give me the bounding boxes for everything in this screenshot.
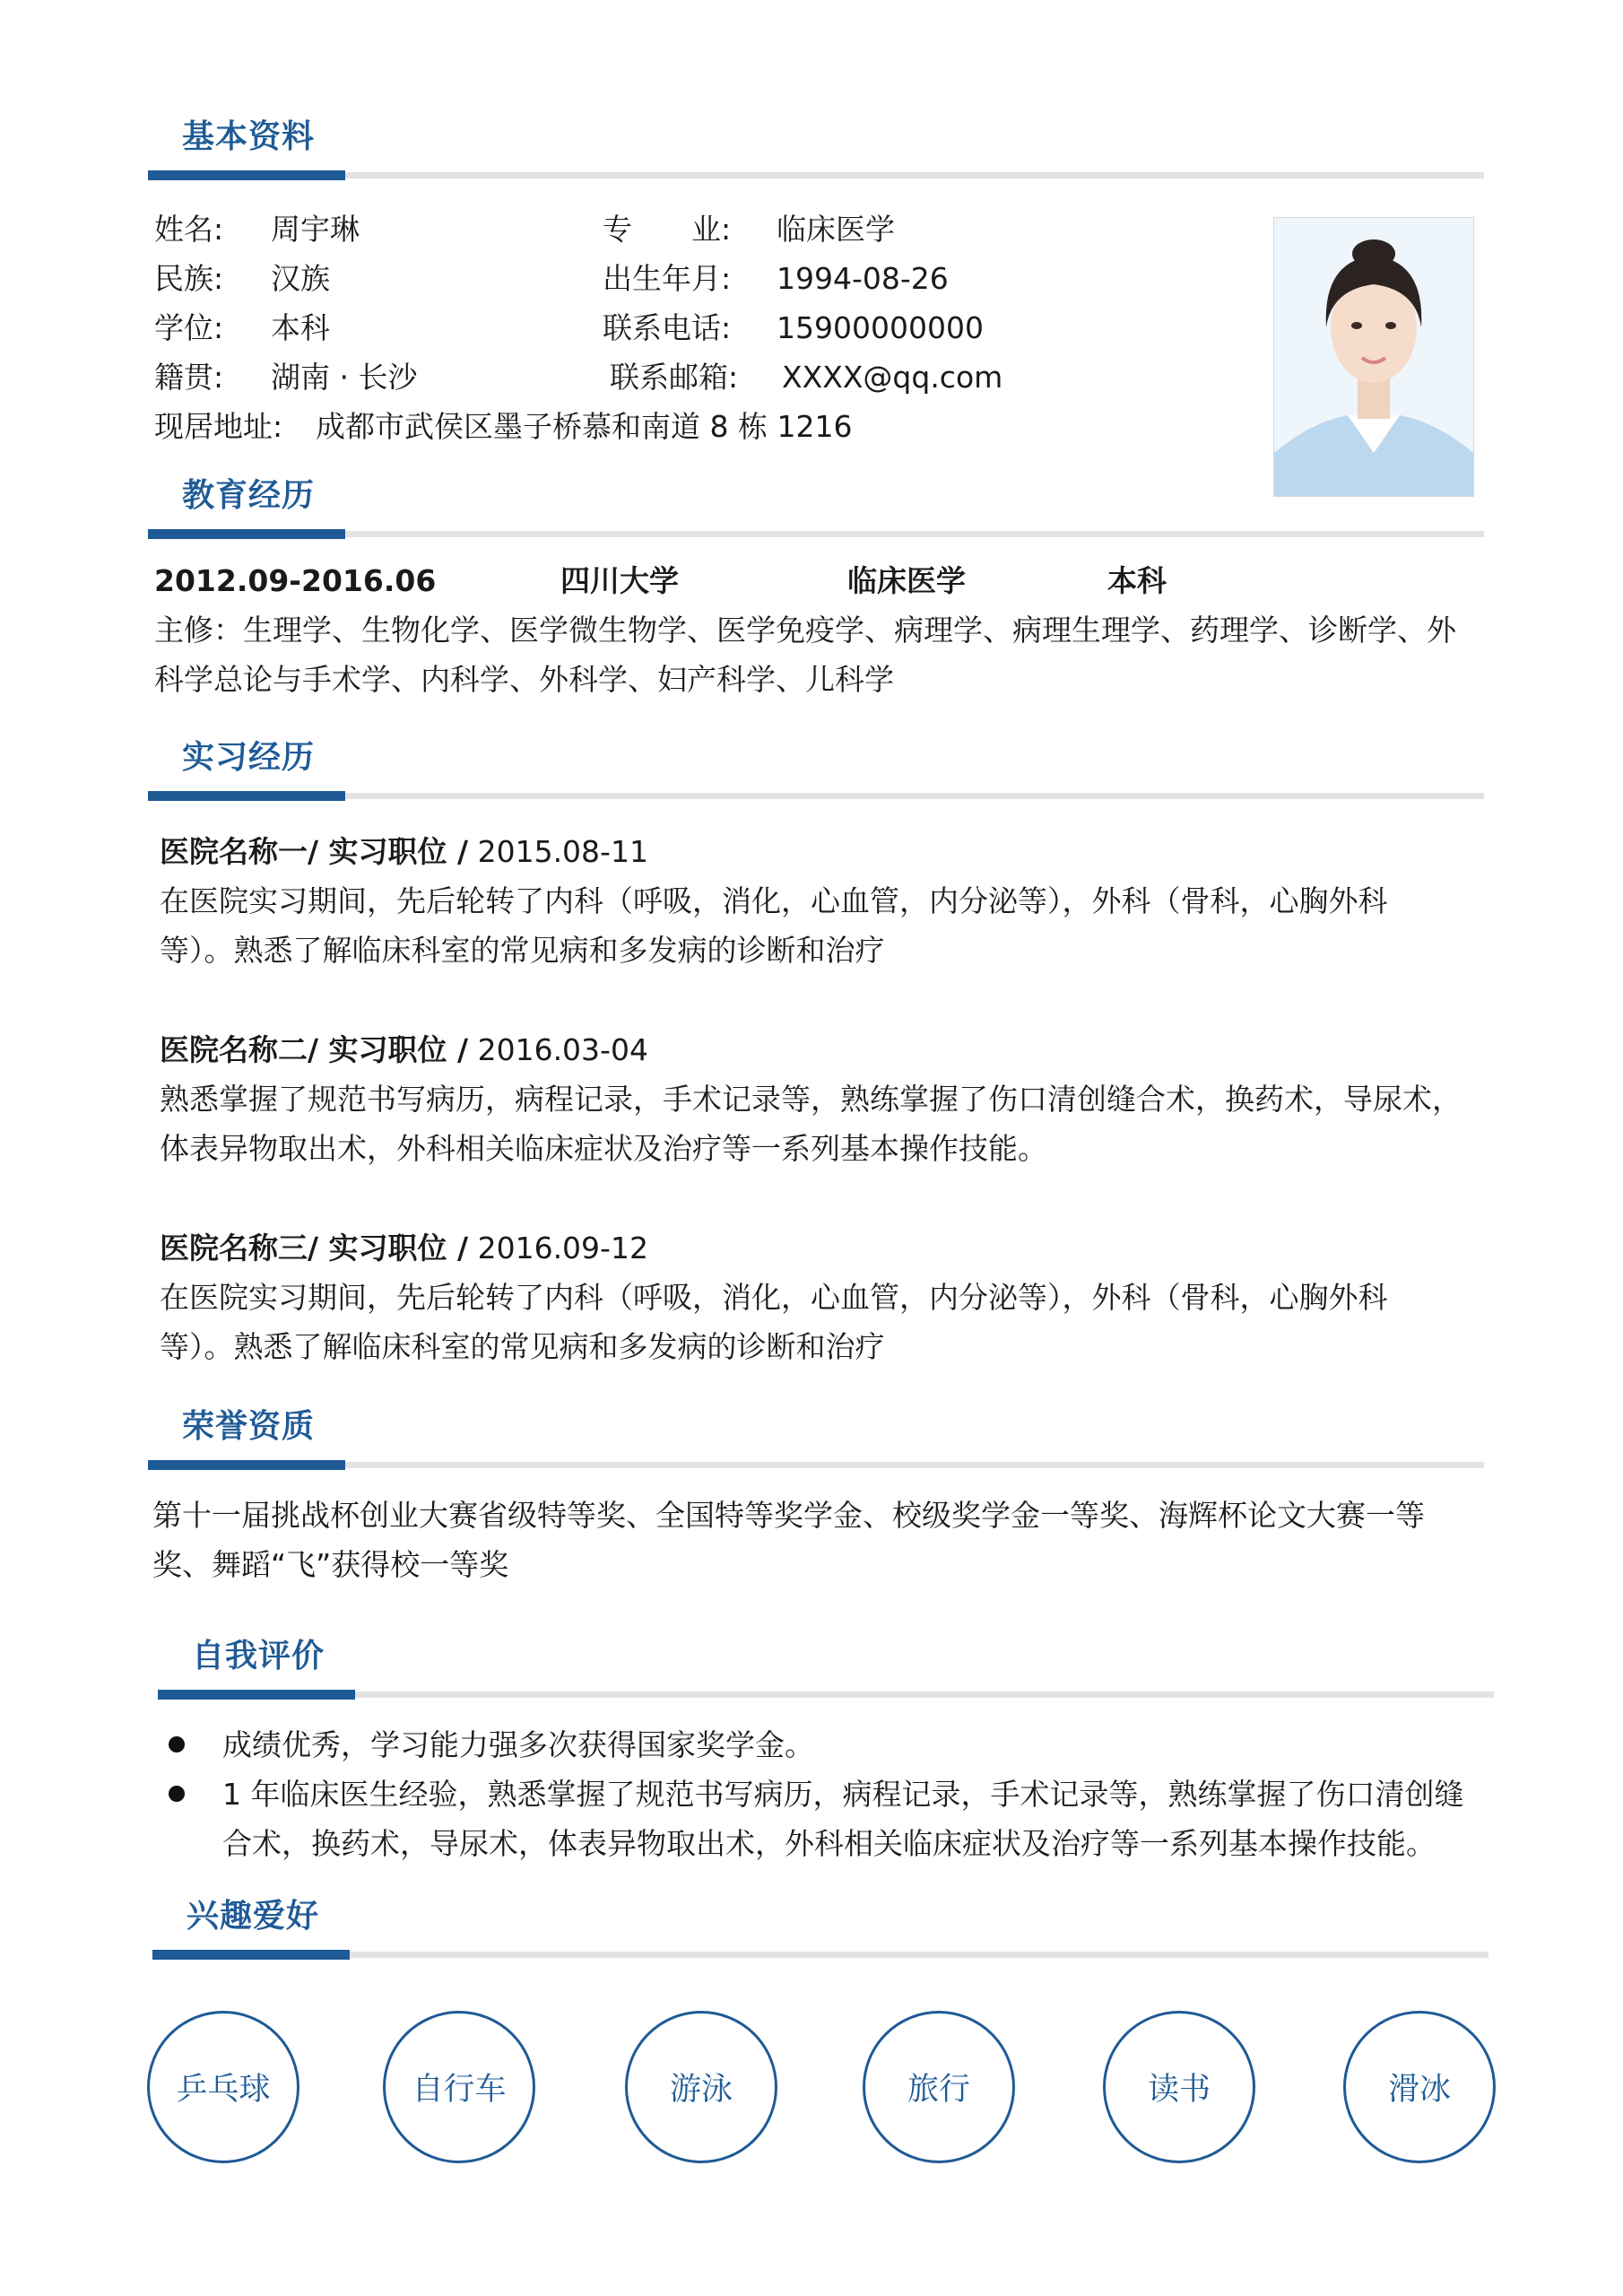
section-divider-accent [148,529,345,539]
education-major: 临床医学 [847,563,966,598]
phone-value: 15900000000 [777,310,984,345]
section-honors [148,1405,1484,1503]
education-courses-line1: 主修：生理学、生物化学、医学微生物学、医学免疫学、病理学、病理生理学、药理学、诊断学、外 [154,613,1456,648]
section-title: 自我评价 [192,1638,325,1674]
ethnic-value: 汉族 [271,261,330,296]
internship-desc-line2: 等）。熟悉了解临床科室的常见病和多发病的诊断和治疗 [160,933,885,968]
section-divider-accent [158,1690,355,1700]
internship-header [160,1223,648,1273]
section-divider-accent [148,1460,345,1470]
section-divider [152,1952,1488,1958]
internship-title: 医院名称一/ 实习职位 / [160,834,469,869]
major-label: 专 业: [603,212,732,247]
section-divider-accent [148,791,345,801]
internship-date: 2016.09-12 [468,1231,648,1265]
section-internship [148,735,1484,834]
hobby-reading: 读书 [1103,2011,1255,2163]
internship-date: 2016.03-04 [468,1032,648,1067]
address-label: 现居地址: [154,409,283,444]
hobby-skating: 滑冰 [1343,2011,1496,2163]
birth-label: 出生年月: [603,261,732,296]
portrait-icon [1274,218,1473,496]
internship-date: 2015.08-11 [468,834,648,869]
hobby-cycling: 自行车 [383,2011,535,2163]
hobby-travel: 旅行 [863,2011,1015,2163]
section-title: 兴趣爱好 [187,1898,320,1935]
section-title: 荣誉资质 [182,1408,316,1445]
honors-line1: 第十一届挑战杯创业大赛省级特等奖、全国特等奖学金、校级奖学金一等奖、海辉杯论文大赛一等 [152,1498,1425,1533]
internship-desc-line2: 体表异物取出术，外科相关临床症状及治疗等一系列基本操作技能。 [160,1131,1047,1166]
section-divider [158,1692,1494,1698]
hobby-pingpong: 乒乓球 [147,2011,299,2163]
name-label: 姓名: [154,212,224,247]
internship-desc-line1: 在医院实习期间，先后轮转了内科（呼吸，消化，心血管，内分泌等），外科（骨科，心胸外科 [160,883,1388,918]
hobby-swimming: 游泳 [625,2011,777,2163]
section-basic-info [148,115,1484,213]
honors-line2: 奖、舞蹈“飞”获得校一等奖 [152,1547,509,1582]
bullet-icon [169,1786,185,1802]
email-value: XXXX@qq.com [782,360,1003,395]
education-degree: 本科 [1107,563,1167,598]
section-hobbies [152,1894,1488,1993]
internship-desc-line1: 熟悉掌握了规范书写病历，病程记录，手术记录等，熟练掌握了伤口清创缝合术，换药术，导尿术， [160,1082,1462,1117]
section-title: 实习经历 [182,739,316,776]
section-divider [148,793,1484,799]
self-item-1: 成绩优秀，学习能力强多次获得国家奖学金。 [222,1727,814,1762]
major-value: 临床医学 [777,212,895,247]
self-item-2-line1: 1 年临床医生经验，熟悉掌握了规范书写病历，病程记录，手术记录等，熟练掌握了伤口清创缝 [222,1777,1464,1812]
native-label: 籍贯: [154,360,224,395]
ethnic-label: 民族: [154,261,224,296]
internship-title: 医院名称二/ 实习职位 / [160,1032,469,1067]
education-courses-line2: 科学总论与手术学、内科学、外科学、妇产科学、儿科学 [154,662,894,697]
section-divider-accent [152,1950,350,1960]
internship-header [160,1025,648,1074]
section-divider [148,1462,1484,1468]
internship-title: 医院名称三/ 实习职位 / [160,1231,469,1265]
name-value: 周宇琳 [271,212,360,247]
profile-photo [1273,217,1474,497]
internship-desc-line1: 在医院实习期间，先后轮转了内科（呼吸，消化，心血管，内分泌等），外科（骨科，心胸外科 [160,1280,1388,1315]
internship-desc-line2: 等）。熟悉了解临床科室的常见病和多发病的诊断和治疗 [160,1329,885,1364]
section-title: 基本资料 [182,118,316,155]
internship-header [160,827,648,876]
phone-label: 联系电话: [603,310,732,345]
section-divider [148,172,1484,178]
education-school: 四川大学 [560,563,679,598]
section-divider [148,531,1484,537]
section-title: 教育经历 [182,477,316,514]
degree-value: 本科 [271,310,330,345]
birth-value: 1994-08-26 [777,261,949,296]
degree-label: 学位: [154,310,224,345]
email-label: 联系邮箱: [610,360,739,395]
bullet-icon [169,1736,185,1752]
education-period: 2012.09-2016.06 [154,563,437,598]
address-value: 成都市武侯区墨子桥慕和南道 8 栋 1216 [316,409,853,444]
native-value: 湖南 · 长沙 [271,360,418,395]
section-self-evaluation [158,1634,1494,1733]
section-divider-accent [148,170,345,180]
self-item-2-line2: 合术，换药术，导尿术，体表异物取出术，外科相关临床症状及治疗等一系列基本操作技能。 [222,1826,1436,1861]
